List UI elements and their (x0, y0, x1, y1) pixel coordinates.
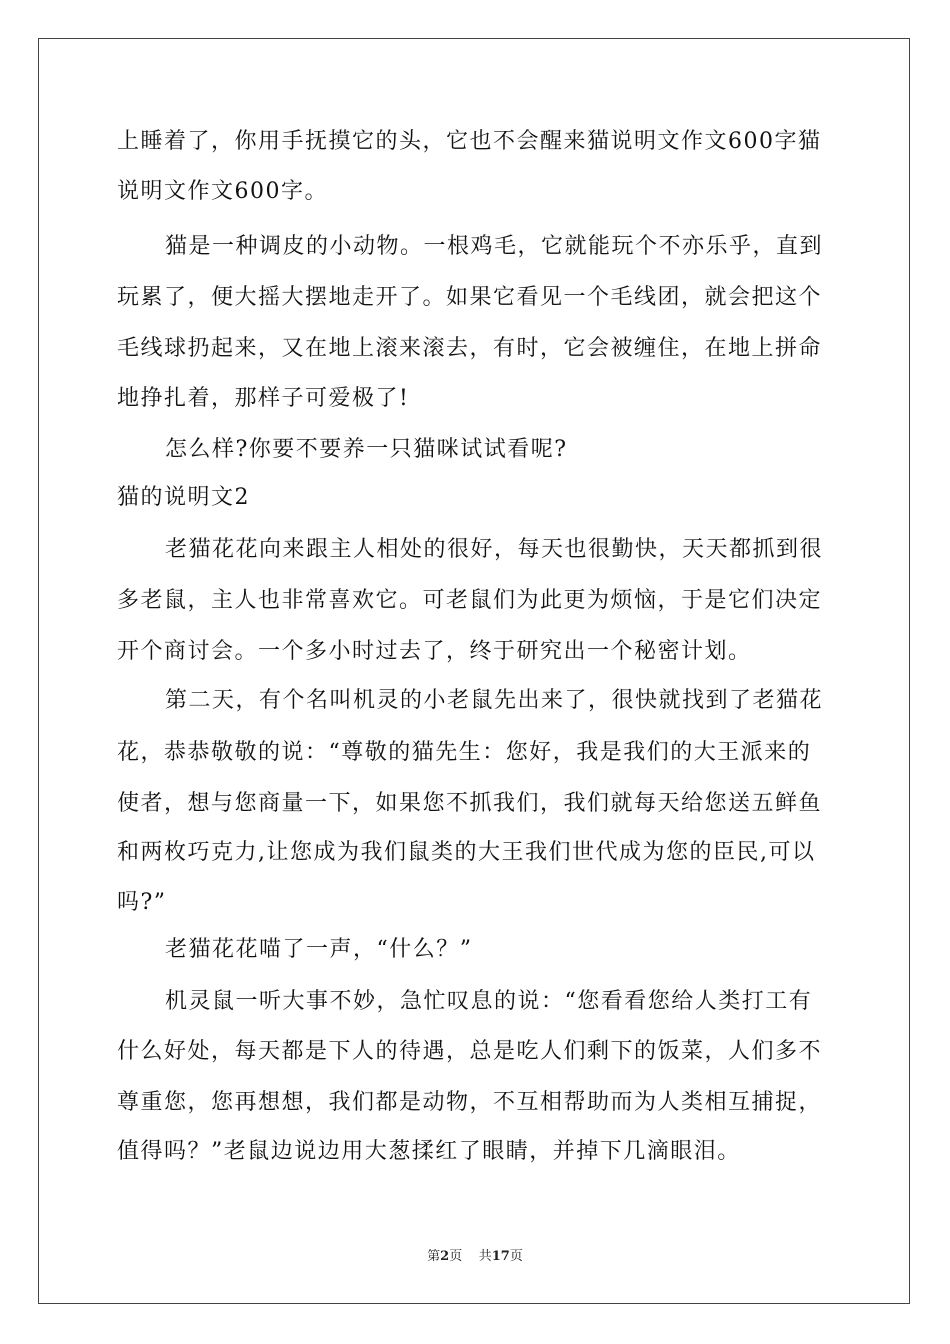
text-line: 什么好处，每天都是下人的待遇，总是吃人们剩下的饭菜，人们多不 (117, 1039, 823, 1064)
text-line: 值得吗？”老鼠边说边用大葱揉红了眼睛，并掉下几滴眼泪。 (117, 1139, 741, 1164)
text-line: 毛线球扔起来，又在地上滚来滚去，有时，它会被缠住，在地上拼命 (117, 336, 823, 361)
text-line: 吗?” (117, 890, 167, 915)
text-line: 和两枚巧克力,让您成为我们鼠类的大王我们世代成为您的臣民,可以 (117, 840, 816, 865)
text-line: 花，恭恭敬敬的说：“尊敬的猫先生：您好，我是我们的大王派来的 (117, 740, 812, 765)
text-line: 尊重您，您再想想，我们都是动物，不互相帮助而为人类相互捕捉， (117, 1090, 823, 1115)
text-line: 老猫花花向来跟主人相处的很好，每天也很勤快，天天都抓到很 (165, 537, 824, 562)
page-footer (0, 1248, 950, 1266)
text-line: 开个商讨会。一个多小时过去了，终于研究出一个秘密计划。 (117, 639, 752, 664)
total-prefix: 共 (478, 1249, 492, 1264)
page-current: 2 (440, 1249, 450, 1264)
total-suffix: 页 (509, 1249, 523, 1264)
page-prefix: 第 (427, 1249, 441, 1264)
text-line: 多老鼠，主人也非常喜欢它。可老鼠们为此更为烦恼，于是它们决定 (117, 588, 823, 613)
text-line: 猫是一种调皮的小动物。一根鸡毛，它就能玩个不亦乐乎，直到 (165, 234, 824, 259)
section-heading: 猫的说明文2 (117, 485, 250, 510)
text-line: 上睡着了，你用手抚摸它的头，它也不会醒来猫说明文作文600字猫 (117, 129, 822, 154)
text-line: 机灵鼠一听大事不妙，急忙叹息的说：“您看看您给人类打工有 (165, 989, 813, 1014)
text-line: 第二天，有个名叫机灵的小老鼠先出来了，很快就找到了老猫花 (165, 688, 824, 713)
text-line: 使者，想与您商量一下，如果您不抓我们，我们就每天给您送五鲜鱼 (117, 791, 823, 816)
text-line: 地挣扎着，那样子可爱极了! (117, 386, 410, 411)
text-line: 玩累了，便大摇大摆地走开了。如果它看见一个毛线团，就会把这个 (117, 285, 823, 310)
text-line: 怎么样?你要不要养一只猫咪试试看呢? (165, 437, 568, 462)
page-total: 17 (491, 1249, 510, 1264)
text-line: 老猫花花喵了一声，“什么？” (165, 937, 473, 962)
text-line: 说明文作文600字。 (117, 179, 328, 204)
page-suffix: 页 (449, 1249, 463, 1264)
